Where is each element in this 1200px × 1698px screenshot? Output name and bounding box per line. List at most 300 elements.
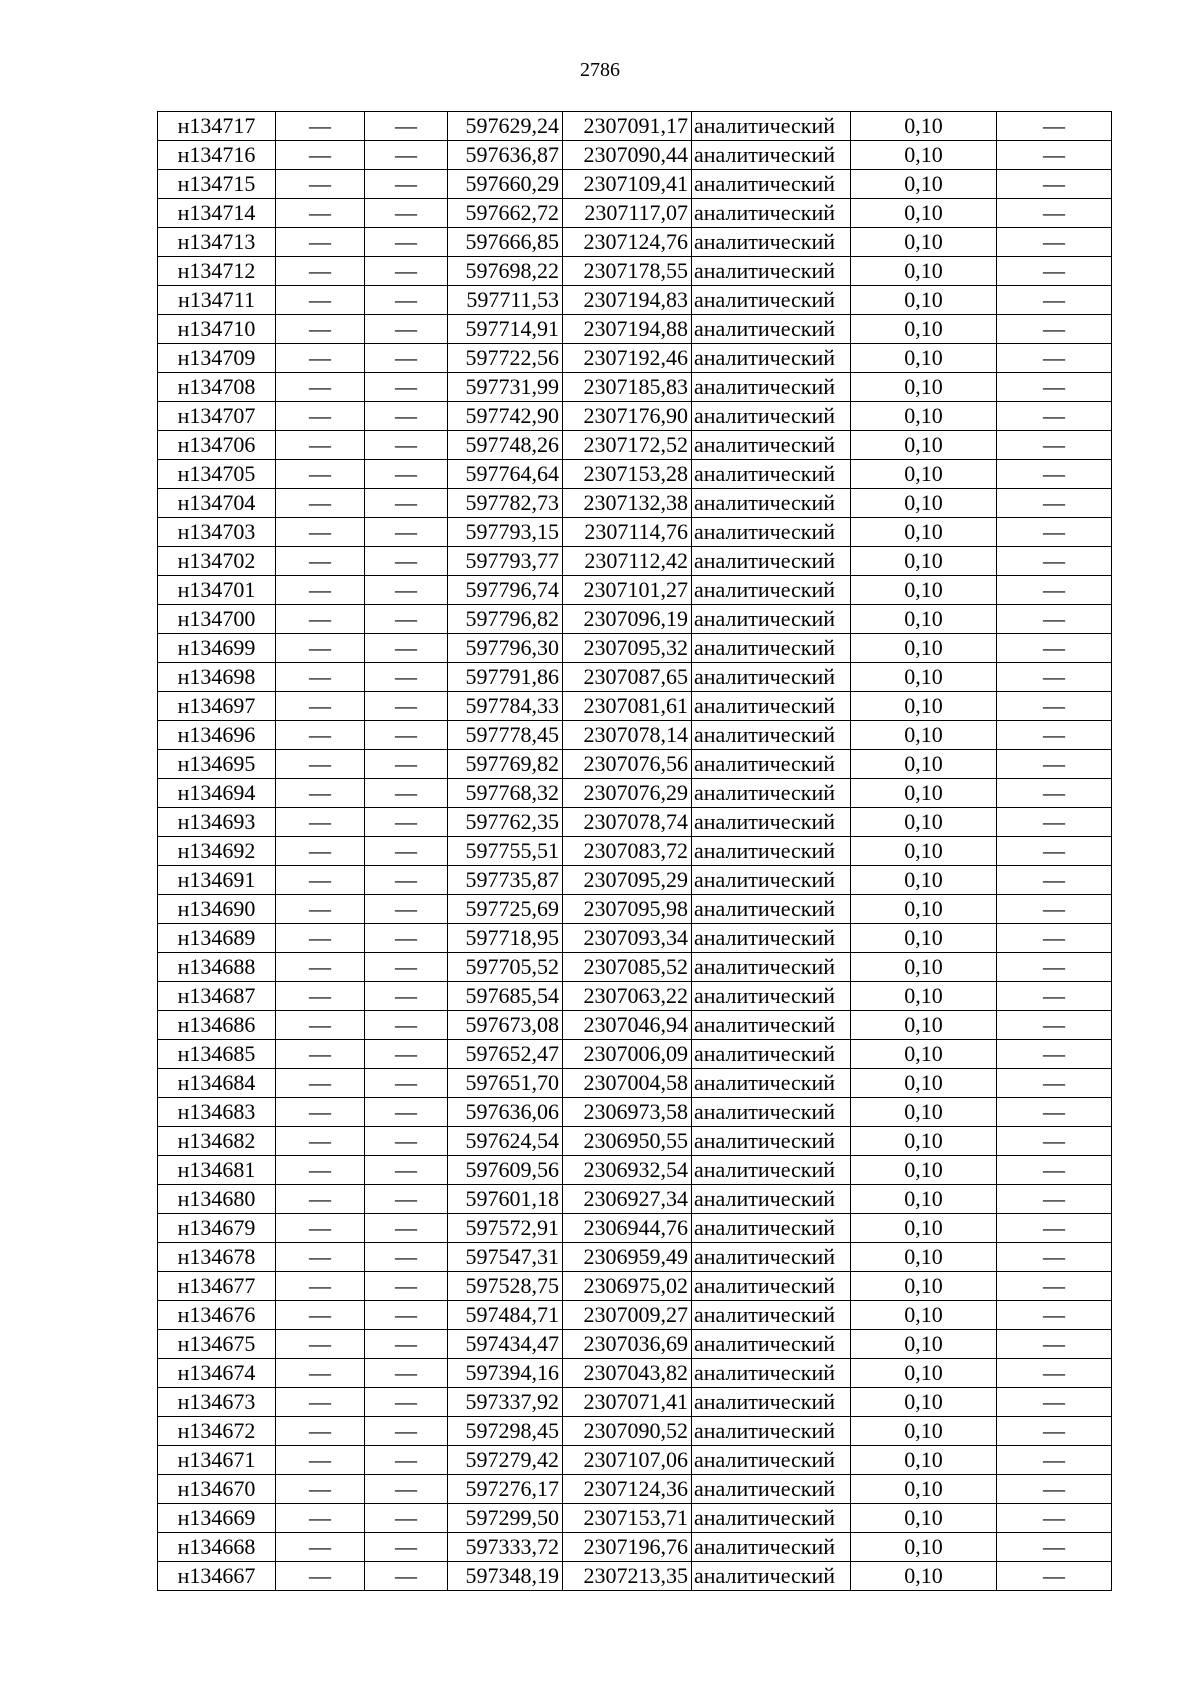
- table-row: [158, 1417, 1112, 1446]
- accuracy-cell: 0,10: [851, 431, 997, 460]
- point-id-cell: н134705: [158, 460, 276, 489]
- old-x-cell: —: [276, 953, 365, 982]
- old-y-cell: —: [365, 1446, 448, 1475]
- old-y-cell: —: [365, 431, 448, 460]
- method-cell: аналитический: [692, 1011, 851, 1040]
- accuracy-cell: 0,10: [851, 1214, 997, 1243]
- old-y-cell: —: [365, 895, 448, 924]
- y-coordinate-cell: 2306932,54: [563, 1156, 692, 1185]
- accuracy-cell: 0,10: [851, 1446, 997, 1475]
- x-coordinate-cell: 597434,47: [448, 1330, 563, 1359]
- table-row: [158, 257, 1112, 286]
- method-cell: аналитический: [692, 1301, 851, 1330]
- method-cell: аналитический: [692, 1214, 851, 1243]
- old-x-cell: —: [276, 866, 365, 895]
- method-cell: аналитический: [692, 1185, 851, 1214]
- old-x-cell: —: [276, 1330, 365, 1359]
- x-coordinate-cell: 597778,45: [448, 721, 563, 750]
- old-x-cell: —: [276, 1272, 365, 1301]
- old-y-cell: —: [365, 1301, 448, 1330]
- method-cell: аналитический: [692, 315, 851, 344]
- y-coordinate-cell: 2307095,98: [563, 895, 692, 924]
- point-id-cell: н134695: [158, 750, 276, 779]
- description-cell: —: [997, 257, 1112, 286]
- y-coordinate-cell: 2307176,90: [563, 402, 692, 431]
- method-cell: аналитический: [692, 895, 851, 924]
- accuracy-cell: 0,10: [851, 721, 997, 750]
- x-coordinate-cell: 597547,31: [448, 1243, 563, 1272]
- description-cell: —: [997, 199, 1112, 228]
- y-coordinate-cell: 2307046,94: [563, 1011, 692, 1040]
- old-y-cell: —: [365, 1156, 448, 1185]
- point-id-cell: н134670: [158, 1475, 276, 1504]
- point-id-cell: н134712: [158, 257, 276, 286]
- description-cell: —: [997, 866, 1112, 895]
- table-row: [158, 953, 1112, 982]
- method-cell: аналитический: [692, 286, 851, 315]
- old-x-cell: —: [276, 1011, 365, 1040]
- method-cell: аналитический: [692, 170, 851, 199]
- old-y-cell: —: [365, 721, 448, 750]
- old-y-cell: —: [365, 1069, 448, 1098]
- point-id-cell: н134682: [158, 1127, 276, 1156]
- old-x-cell: —: [276, 518, 365, 547]
- table-row: [158, 547, 1112, 576]
- accuracy-cell: 0,10: [851, 605, 997, 634]
- accuracy-cell: 0,10: [851, 1040, 997, 1069]
- description-cell: —: [997, 547, 1112, 576]
- old-y-cell: —: [365, 1011, 448, 1040]
- x-coordinate-cell: 597782,73: [448, 489, 563, 518]
- description-cell: —: [997, 605, 1112, 634]
- method-cell: аналитический: [692, 982, 851, 1011]
- y-coordinate-cell: 2307036,69: [563, 1330, 692, 1359]
- point-id-cell: н134703: [158, 518, 276, 547]
- point-id-cell: н134709: [158, 344, 276, 373]
- point-id-cell: н134708: [158, 373, 276, 402]
- y-coordinate-cell: 2307076,29: [563, 779, 692, 808]
- table-row: [158, 170, 1112, 199]
- accuracy-cell: 0,10: [851, 1272, 997, 1301]
- method-cell: аналитический: [692, 344, 851, 373]
- old-x-cell: —: [276, 779, 365, 808]
- old-y-cell: —: [365, 1417, 448, 1446]
- point-id-cell: н134701: [158, 576, 276, 605]
- table-row: [158, 344, 1112, 373]
- old-x-cell: —: [276, 199, 365, 228]
- old-x-cell: —: [276, 1243, 365, 1272]
- point-id-cell: н134704: [158, 489, 276, 518]
- old-x-cell: —: [276, 402, 365, 431]
- table-row: [158, 663, 1112, 692]
- old-x-cell: —: [276, 895, 365, 924]
- point-id-cell: н134699: [158, 634, 276, 663]
- old-y-cell: —: [365, 1243, 448, 1272]
- old-y-cell: —: [365, 373, 448, 402]
- point-id-cell: н134698: [158, 663, 276, 692]
- old-x-cell: —: [276, 837, 365, 866]
- description-cell: —: [997, 112, 1112, 141]
- table-row: [158, 1446, 1112, 1475]
- description-cell: —: [997, 692, 1112, 721]
- point-id-cell: н134680: [158, 1185, 276, 1214]
- method-cell: аналитический: [692, 837, 851, 866]
- description-cell: —: [997, 982, 1112, 1011]
- x-coordinate-cell: 597735,87: [448, 866, 563, 895]
- point-id-cell: н134693: [158, 808, 276, 837]
- description-cell: —: [997, 1185, 1112, 1214]
- y-coordinate-cell: 2307090,52: [563, 1417, 692, 1446]
- description-cell: —: [997, 518, 1112, 547]
- old-x-cell: —: [276, 141, 365, 170]
- y-coordinate-cell: 2307178,55: [563, 257, 692, 286]
- table-row: [158, 1562, 1112, 1591]
- point-id-cell: н134678: [158, 1243, 276, 1272]
- y-coordinate-cell: 2307071,41: [563, 1388, 692, 1417]
- description-cell: —: [997, 141, 1112, 170]
- table-row: [158, 518, 1112, 547]
- description-cell: —: [997, 1330, 1112, 1359]
- point-id-cell: н134692: [158, 837, 276, 866]
- old-x-cell: —: [276, 576, 365, 605]
- old-y-cell: —: [365, 257, 448, 286]
- x-coordinate-cell: 597660,29: [448, 170, 563, 199]
- accuracy-cell: 0,10: [851, 924, 997, 953]
- description-cell: —: [997, 1446, 1112, 1475]
- old-x-cell: —: [276, 1562, 365, 1591]
- old-x-cell: —: [276, 1127, 365, 1156]
- accuracy-cell: 0,10: [851, 199, 997, 228]
- y-coordinate-cell: 2307192,46: [563, 344, 692, 373]
- y-coordinate-cell: 2307087,65: [563, 663, 692, 692]
- y-coordinate-cell: 2307112,42: [563, 547, 692, 576]
- method-cell: аналитический: [692, 460, 851, 489]
- description-cell: —: [997, 576, 1112, 605]
- old-y-cell: —: [365, 547, 448, 576]
- point-id-cell: н134717: [158, 112, 276, 141]
- point-id-cell: н134694: [158, 779, 276, 808]
- y-coordinate-cell: 2307117,07: [563, 199, 692, 228]
- x-coordinate-cell: 597651,70: [448, 1069, 563, 1098]
- accuracy-cell: 0,10: [851, 1011, 997, 1040]
- table-row: [158, 1475, 1112, 1504]
- description-cell: —: [997, 431, 1112, 460]
- x-coordinate-cell: 597348,19: [448, 1562, 563, 1591]
- old-y-cell: —: [365, 663, 448, 692]
- y-coordinate-cell: 2307132,38: [563, 489, 692, 518]
- description-cell: —: [997, 1562, 1112, 1591]
- old-x-cell: —: [276, 1185, 365, 1214]
- table-row: [158, 431, 1112, 460]
- table-row: [158, 460, 1112, 489]
- page-number: 2786: [580, 59, 620, 81]
- old-x-cell: —: [276, 750, 365, 779]
- table-row: [158, 1156, 1112, 1185]
- method-cell: аналитический: [692, 1040, 851, 1069]
- accuracy-cell: 0,10: [851, 460, 997, 489]
- x-coordinate-cell: 597298,45: [448, 1417, 563, 1446]
- x-coordinate-cell: 597394,16: [448, 1359, 563, 1388]
- old-x-cell: —: [276, 1475, 365, 1504]
- y-coordinate-cell: 2307063,22: [563, 982, 692, 1011]
- x-coordinate-cell: 597624,54: [448, 1127, 563, 1156]
- description-cell: —: [997, 1504, 1112, 1533]
- old-y-cell: —: [365, 141, 448, 170]
- old-y-cell: —: [365, 924, 448, 953]
- x-coordinate-cell: 597528,75: [448, 1272, 563, 1301]
- description-cell: —: [997, 373, 1112, 402]
- accuracy-cell: 0,10: [851, 1098, 997, 1127]
- y-coordinate-cell: 2307124,76: [563, 228, 692, 257]
- x-coordinate-cell: 597299,50: [448, 1504, 563, 1533]
- description-cell: —: [997, 1098, 1112, 1127]
- method-cell: аналитический: [692, 1330, 851, 1359]
- accuracy-cell: 0,10: [851, 1243, 997, 1272]
- table-row: [158, 1243, 1112, 1272]
- point-id-cell: н134689: [158, 924, 276, 953]
- method-cell: аналитический: [692, 257, 851, 286]
- table-row: [158, 924, 1112, 953]
- method-cell: аналитический: [692, 373, 851, 402]
- accuracy-cell: 0,10: [851, 518, 997, 547]
- table-row: [158, 866, 1112, 895]
- point-id-cell: н134714: [158, 199, 276, 228]
- point-id-cell: н134674: [158, 1359, 276, 1388]
- old-x-cell: —: [276, 663, 365, 692]
- y-coordinate-cell: 2307043,82: [563, 1359, 692, 1388]
- description-cell: —: [997, 315, 1112, 344]
- old-y-cell: —: [365, 576, 448, 605]
- table-row: [158, 1330, 1112, 1359]
- y-coordinate-cell: 2307095,29: [563, 866, 692, 895]
- accuracy-cell: 0,10: [851, 953, 997, 982]
- x-coordinate-cell: 597601,18: [448, 1185, 563, 1214]
- old-y-cell: —: [365, 1533, 448, 1562]
- old-x-cell: —: [276, 1301, 365, 1330]
- method-cell: аналитический: [692, 1359, 851, 1388]
- table-row: [158, 1011, 1112, 1040]
- method-cell: аналитический: [692, 1156, 851, 1185]
- point-id-cell: н134690: [158, 895, 276, 924]
- table-row: [158, 750, 1112, 779]
- point-id-cell: н134710: [158, 315, 276, 344]
- old-y-cell: —: [365, 866, 448, 895]
- method-cell: аналитический: [692, 808, 851, 837]
- accuracy-cell: 0,10: [851, 576, 997, 605]
- old-x-cell: —: [276, 315, 365, 344]
- accuracy-cell: 0,10: [851, 750, 997, 779]
- y-coordinate-cell: 2307194,88: [563, 315, 692, 344]
- description-cell: —: [997, 1069, 1112, 1098]
- description-cell: —: [997, 1475, 1112, 1504]
- x-coordinate-cell: 597731,99: [448, 373, 563, 402]
- old-x-cell: —: [276, 1388, 365, 1417]
- x-coordinate-cell: 597768,32: [448, 779, 563, 808]
- old-x-cell: —: [276, 721, 365, 750]
- old-y-cell: —: [365, 1185, 448, 1214]
- method-cell: аналитический: [692, 634, 851, 663]
- description-cell: —: [997, 895, 1112, 924]
- description-cell: —: [997, 170, 1112, 199]
- point-id-cell: н134686: [158, 1011, 276, 1040]
- description-cell: —: [997, 1301, 1112, 1330]
- old-x-cell: —: [276, 460, 365, 489]
- point-id-cell: н134707: [158, 402, 276, 431]
- description-cell: —: [997, 634, 1112, 663]
- old-x-cell: —: [276, 1098, 365, 1127]
- table-row: [158, 721, 1112, 750]
- accuracy-cell: 0,10: [851, 1156, 997, 1185]
- accuracy-cell: 0,10: [851, 982, 997, 1011]
- y-coordinate-cell: 2306975,02: [563, 1272, 692, 1301]
- table-row: [158, 286, 1112, 315]
- method-cell: аналитический: [692, 1446, 851, 1475]
- old-y-cell: —: [365, 518, 448, 547]
- old-y-cell: —: [365, 286, 448, 315]
- accuracy-cell: 0,10: [851, 1301, 997, 1330]
- old-y-cell: —: [365, 460, 448, 489]
- method-cell: аналитический: [692, 750, 851, 779]
- point-id-cell: н134685: [158, 1040, 276, 1069]
- y-coordinate-cell: 2307091,17: [563, 112, 692, 141]
- table-row: [158, 895, 1112, 924]
- old-x-cell: —: [276, 170, 365, 199]
- y-coordinate-cell: 2306927,34: [563, 1185, 692, 1214]
- description-cell: —: [997, 1388, 1112, 1417]
- x-coordinate-cell: 597711,53: [448, 286, 563, 315]
- method-cell: аналитический: [692, 1098, 851, 1127]
- old-y-cell: —: [365, 1214, 448, 1243]
- accuracy-cell: 0,10: [851, 837, 997, 866]
- accuracy-cell: 0,10: [851, 373, 997, 402]
- table-row: [158, 1504, 1112, 1533]
- table-row: [158, 605, 1112, 634]
- old-y-cell: —: [365, 1562, 448, 1591]
- x-coordinate-cell: 597685,54: [448, 982, 563, 1011]
- method-cell: аналитический: [692, 1417, 851, 1446]
- accuracy-cell: 0,10: [851, 663, 997, 692]
- old-x-cell: —: [276, 692, 365, 721]
- table-row: [158, 141, 1112, 170]
- method-cell: аналитический: [692, 489, 851, 518]
- point-id-cell: н134683: [158, 1098, 276, 1127]
- accuracy-cell: 0,10: [851, 1069, 997, 1098]
- old-y-cell: —: [365, 779, 448, 808]
- old-y-cell: —: [365, 1098, 448, 1127]
- accuracy-cell: 0,10: [851, 1417, 997, 1446]
- x-coordinate-cell: 597337,92: [448, 1388, 563, 1417]
- method-cell: аналитический: [692, 924, 851, 953]
- y-coordinate-cell: 2307114,76: [563, 518, 692, 547]
- x-coordinate-cell: 597742,90: [448, 402, 563, 431]
- y-coordinate-cell: 2307081,61: [563, 692, 692, 721]
- old-y-cell: —: [365, 1330, 448, 1359]
- old-y-cell: —: [365, 605, 448, 634]
- method-cell: аналитический: [692, 1069, 851, 1098]
- old-x-cell: —: [276, 112, 365, 141]
- old-x-cell: —: [276, 605, 365, 634]
- x-coordinate-cell: 597793,15: [448, 518, 563, 547]
- accuracy-cell: 0,10: [851, 286, 997, 315]
- y-coordinate-cell: 2307153,71: [563, 1504, 692, 1533]
- table-row: [158, 199, 1112, 228]
- description-cell: —: [997, 1533, 1112, 1562]
- x-coordinate-cell: 597698,22: [448, 257, 563, 286]
- y-coordinate-cell: 2307101,27: [563, 576, 692, 605]
- description-cell: —: [997, 1156, 1112, 1185]
- accuracy-cell: 0,10: [851, 344, 997, 373]
- table-row: [158, 1359, 1112, 1388]
- y-coordinate-cell: 2307083,72: [563, 837, 692, 866]
- x-coordinate-cell: 597714,91: [448, 315, 563, 344]
- y-coordinate-cell: 2307090,44: [563, 141, 692, 170]
- accuracy-cell: 0,10: [851, 808, 997, 837]
- method-cell: аналитический: [692, 199, 851, 228]
- old-x-cell: —: [276, 1069, 365, 1098]
- y-coordinate-cell: 2306950,55: [563, 1127, 692, 1156]
- table-row: [158, 779, 1112, 808]
- x-coordinate-cell: 597276,17: [448, 1475, 563, 1504]
- y-coordinate-cell: 2307093,34: [563, 924, 692, 953]
- y-coordinate-cell: 2307172,52: [563, 431, 692, 460]
- y-coordinate-cell: 2307085,52: [563, 953, 692, 982]
- old-x-cell: —: [276, 1533, 365, 1562]
- description-cell: —: [997, 1214, 1112, 1243]
- old-y-cell: —: [365, 1504, 448, 1533]
- point-id-cell: н134681: [158, 1156, 276, 1185]
- method-cell: аналитический: [692, 228, 851, 257]
- point-id-cell: н134715: [158, 170, 276, 199]
- point-id-cell: н134716: [158, 141, 276, 170]
- x-coordinate-cell: 597748,26: [448, 431, 563, 460]
- accuracy-cell: 0,10: [851, 402, 997, 431]
- method-cell: аналитический: [692, 402, 851, 431]
- x-coordinate-cell: 597666,85: [448, 228, 563, 257]
- method-cell: аналитический: [692, 518, 851, 547]
- description-cell: —: [997, 721, 1112, 750]
- x-coordinate-cell: 597796,82: [448, 605, 563, 634]
- point-id-cell: н134697: [158, 692, 276, 721]
- old-y-cell: —: [365, 1272, 448, 1301]
- coordinates-table: [157, 111, 1112, 1591]
- accuracy-cell: 0,10: [851, 170, 997, 199]
- old-y-cell: —: [365, 953, 448, 982]
- x-coordinate-cell: 597796,74: [448, 576, 563, 605]
- accuracy-cell: 0,10: [851, 895, 997, 924]
- point-id-cell: н134672: [158, 1417, 276, 1446]
- accuracy-cell: 0,10: [851, 1388, 997, 1417]
- old-y-cell: —: [365, 982, 448, 1011]
- table-row: [158, 1127, 1112, 1156]
- description-cell: —: [997, 286, 1112, 315]
- method-cell: аналитический: [692, 605, 851, 634]
- y-coordinate-cell: 2306959,49: [563, 1243, 692, 1272]
- x-coordinate-cell: 597793,77: [448, 547, 563, 576]
- x-coordinate-cell: 597279,42: [448, 1446, 563, 1475]
- method-cell: аналитический: [692, 1475, 851, 1504]
- point-id-cell: н134711: [158, 286, 276, 315]
- x-coordinate-cell: 597609,56: [448, 1156, 563, 1185]
- table-row: [158, 402, 1112, 431]
- table-row: [158, 112, 1112, 141]
- method-cell: аналитический: [692, 866, 851, 895]
- x-coordinate-cell: 597722,56: [448, 344, 563, 373]
- coordinates-table-body: [158, 112, 1112, 1591]
- accuracy-cell: 0,10: [851, 779, 997, 808]
- description-cell: —: [997, 1011, 1112, 1040]
- description-cell: —: [997, 228, 1112, 257]
- y-coordinate-cell: 2307124,36: [563, 1475, 692, 1504]
